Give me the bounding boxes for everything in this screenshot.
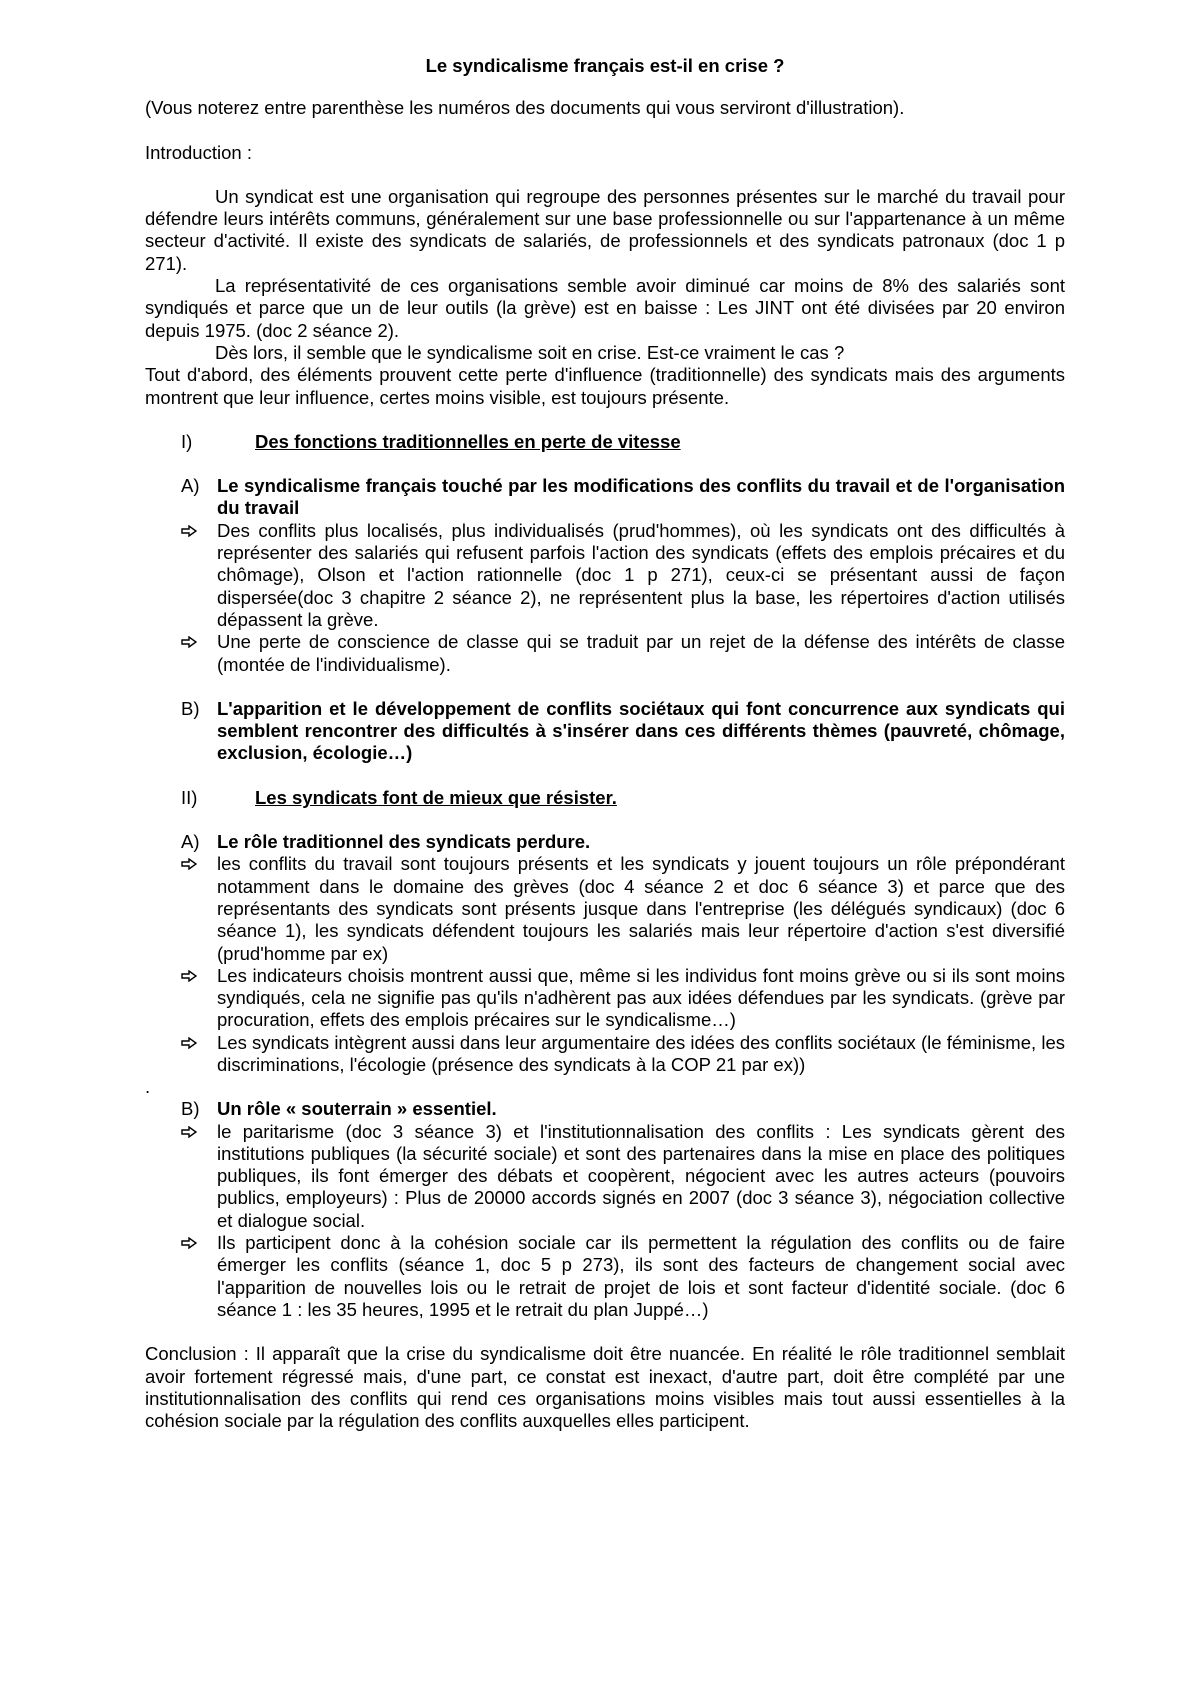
part-2a-heading: Le rôle traditionnel des syndicats perdure.	[217, 831, 591, 853]
stray-period: .	[145, 1076, 151, 1098]
arrow-right-icon	[145, 965, 217, 1032]
list-item	[145, 1121, 1065, 1232]
arrow-right-icon	[145, 1032, 217, 1077]
part-2-heading-row	[145, 787, 1065, 809]
list-item	[145, 520, 1065, 631]
part-2b-heading-row	[145, 1098, 1065, 1120]
intro-plan: Tout d'abord, des éléments prouvent cette perte d'influence (traditionnelle) des syndicats mais des arguments montrent que leur influence, certes moins visible, est toujours présente.	[145, 364, 1065, 408]
part-1b-heading-row	[145, 698, 1065, 765]
part-1-number: I)	[181, 430, 193, 452]
bullet-text: Des conflits plus localisés, plus individualisés (prud'hommes), où les syndicats ont des difficultés à représenter des salariés qui refusent parfois l'action des syndicats (effets des emplois précaires et du chômage), Olson et l'action rationnelle (doc 1 p 271), ceux-ci se présentant aussi de façon dispersée(doc 3 chapitre 2 séance 2), ne représentent plus la base, les répertoires d'action utilisés dépassent la grève.	[217, 519, 1065, 630]
bullet-text: Une perte de conscience de classe qui se traduit par un rejet de la défense des intérêts de classe (montée de l'individualisme).	[217, 631, 1065, 675]
arrow-right-icon	[145, 520, 217, 631]
arrow-right-icon	[145, 1232, 217, 1321]
intro-paragraph: La représentativité de ces organisations semble avoir diminué car moins de 8% des salariés sont syndiqués et parce que un de leur outils (la grève) est en baisse : Les JINT ont été divisées par 20 environ depuis 1975. (doc 2 séance 2).	[145, 275, 1065, 341]
conclusion-paragraph: Conclusion : Il apparaît que la crise du syndicalisme doit être nuancée. En réalité le rôle traditionnel semblait avoir fortement régressé mais, d'une part, ce constat est inexact, d'autre part, doit être complété par une institutionnalisation des conflits qui rend ces organisations moins visibles mais tout aussi essentielles à la cohésion sociale par la régulation des conflits auxquelles elles participent.	[145, 1343, 1065, 1432]
part-1a-heading-row	[145, 475, 1065, 520]
document-title: Le syndicalisme français est-il en crise ?	[425, 55, 785, 76]
part-1a-label: A)	[181, 475, 200, 497]
introduction-label: Introduction :	[145, 141, 252, 163]
bullet-text: Ils participent donc à la cohésion sociale car ils permettent la régulation des conflits ou de faire émerger les conflits (séance 1, doc 5 p 273), ils sont des facteurs de changement social avec l'apparition de nouvelles lois ou le retrait de projet de lois et sont facteur d'identité sociale. (doc 6 séance 1 : les 35 heures, 1995 et le retrait du plan Juppé…)	[217, 1232, 1065, 1320]
part-1b-label: B)	[181, 697, 200, 719]
part-2b-label: B)	[181, 1098, 200, 1120]
part-2a-heading-row	[145, 831, 1065, 853]
intro-paragraph: Dès lors, il semble que le syndicalisme soit en crise. Est-ce vraiment le cas ?	[215, 341, 845, 363]
part-2-number: II)	[181, 786, 198, 808]
instruction-text: (Vous noterez entre parenthèse les numéros des documents qui vous serviront d'illustration).	[145, 97, 905, 119]
list-item	[145, 965, 1065, 1032]
part-1b-heading: L'apparition et le développement de conflits sociétaux qui font concurrence aux syndicats qui semblent rencontrer des difficultés à s'insérer dans ces différents thèmes (pauvreté, chômage, exclusion, écologie…)	[217, 697, 1065, 764]
arrow-right-icon	[145, 853, 217, 964]
part-1-heading-row	[145, 431, 1065, 453]
list-item	[145, 853, 1065, 964]
arrow-right-icon	[145, 1121, 217, 1232]
document-page	[145, 55, 1065, 1432]
list-item	[145, 1032, 1065, 1077]
arrow-right-icon	[145, 631, 217, 676]
bullet-text: Les indicateurs choisis montrent aussi que, même si les individus font moins grève ou si ils sont moins syndiqués, cela ne signifie pas qu'ils n'adhèrent pas aux idées défendues par les syndicats. (grève par procuration, effets des emplois précaires sur le syndicalisme…)	[217, 964, 1065, 1031]
intro-paragraph: Un syndicat est une organisation qui regroupe des personnes présentes sur le marché du travail pour défendre leurs intérêts communs, généralement sur une base professionnelle ou sur l'appartenance à un même secteur d'activité. Il existe des syndicats de salariés, de professionnels et des syndicats patronaux (doc 1 p 271).	[145, 185, 1065, 274]
part-2a-label: A)	[181, 831, 200, 853]
part-1a-heading: Le syndicalisme français touché par les modifications des conflits du travail et de l'organisation du travail	[217, 475, 1065, 519]
bullet-text: le paritarisme (doc 3 séance 3) et l'institutionnalisation des conflits : Les syndicats gèrent des institutions publiques (la sécurité sociale) et sont des partenaires dans la mise en place des politiques publiques, ils font émerger des débats et coopèrent, négocient avec les autres acteurs (pouvoirs publics, employeurs) : Plus de 20000 accords signés en 2007 (doc 3 séance 3), négociation collective et dialogue social.	[217, 1120, 1065, 1231]
bullet-text: les conflits du travail sont toujours présents et les syndicats y jouent toujours un rôle prépondérant notamment dans le domaine des grèves (doc 4 séance 2 et doc 6 séance 3) et parce que des représentants des syndicats sont présents jusque dans l'entreprise (les délégués syndicaux) (doc 6 séance 1), les syndicats défendent toujours les salariés mais leur répertoire d'action s'est diversifié (prud'homme par ex)	[217, 853, 1065, 964]
part-2b-heading: Un rôle « souterrain » essentiel.	[217, 1098, 497, 1120]
part-1-heading: Des fonctions traditionnelles en perte de vitesse	[255, 430, 681, 452]
list-item	[145, 631, 1065, 676]
part-2-heading: Les syndicats font de mieux que résister.	[255, 786, 617, 808]
bullet-text: Les syndicats intègrent aussi dans leur argumentaire des idées des conflits sociétaux (le féminisme, les discriminations, l'écologie (présence des syndicats à la COP 21 par ex))	[217, 1031, 1065, 1075]
list-item	[145, 1232, 1065, 1321]
